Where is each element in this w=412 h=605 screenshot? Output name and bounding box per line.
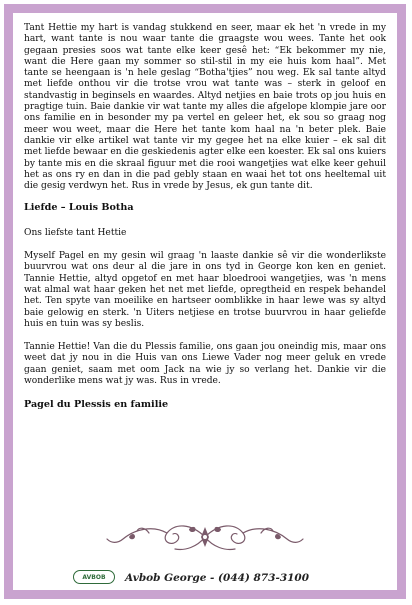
tribute-greeting-2: Ons liefste tant Hettie <box>24 227 127 238</box>
footer <box>73 569 343 587</box>
floral-flourish-icon <box>105 517 305 557</box>
tribute-paragraph-1: Tant Hettie my hart is vandag stukkend en seer, maar ek het 'n vrede in my hart, want tante is nou waar tante die graagste wou wees. Tante het ook gegaan presies soos wat tante elke keer gesê het: “Ek bekommer my nie, want die Here gaan my sommer so stil-stil in my eie huis kom haal”. Met tante se heengaan is 'n hele geslag “Botha'tjies” nou weg. Ek sal tante altyd met liefde onthou vir die trotse vrou wat tante was – sterk in geloof en standvastig in beginsels en waardes. Altyd netjies en baie trots op jou huis en pragtige tuin. Baie dankie vir wat tante my alles die afgelope klompie jare oor ons familie en in besonder my pa vertel en geleer het, ek sou so graag nog meer wou weet, maar die Here het tante kom haal na 'n beter plek. Baie dankie vir elke artikel wat tante vir my gegee het na elke kuier – ek sal dit met liefde bewaar en die geskiedenis agter elke een koester. Ek sal ons kuiers by tante mis en die skraal figuur met die rooi wangetjies wat elke keer gehuil het as ons ry en dan in die pad gebly staan en waai het tot ons heeltemal uit die gesig verdwyn het. Rus in vrede by Jesus, ek gun tante dit. <box>24 23 386 192</box>
document-body <box>24 23 386 411</box>
avbob-logo: AVBOB <box>73 570 115 584</box>
page-border <box>4 4 406 599</box>
tribute-paragraph-3: Tannie Hettie! Van die du Plessis familie, ons gaan jou oneindig mis, maar ons weet dat jy nou in die Huis van ons Liewe Vader nog meer geluk en vrede gaan geniet, saam met oom Jack na wie jy so verlang het. Dankie vir die wonderlike mens wat jy was. Rus in vrede. <box>24 342 386 387</box>
document-page <box>13 13 397 590</box>
tribute-paragraph-2: Myself Pagel en my gesin wil graag 'n laaste dankie sê vir die wonderlikste buurvrou wat ons deur al die jare in ons tyd in George kon ken en geniet. Tannie Hettie, altyd opgetof en met haar bloedrooi wangetjies, was 'n mens wat almal wat haar geken het net met liefde, opregtheid en respek behandel het. Ten spyte van moeilike en hartseer oomblikke in haar lewe was sy altyd baie gelowig en sterk. 'n Uiters netjiese en trotse buurvrou in haar geliefde huis en tuin was sy beslis. <box>24 251 386 329</box>
tribute-signature-1: Liefde – Louis Botha <box>24 202 134 214</box>
footer-contact: Avbob George - (044) 873-3100 <box>125 572 310 584</box>
tribute-signature-2: Pagel du Plessis en familie <box>24 399 169 411</box>
